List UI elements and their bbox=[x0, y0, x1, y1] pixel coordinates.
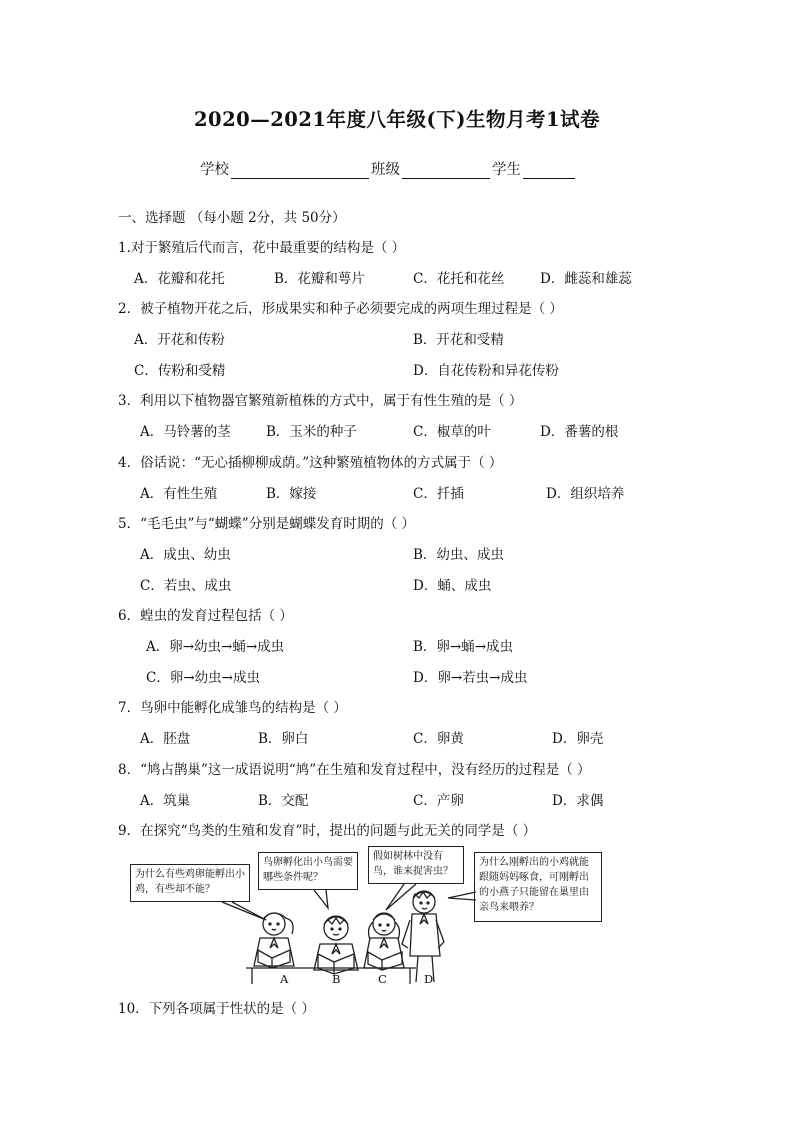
option: C．扦插 bbox=[413, 486, 464, 502]
option: A．有性生殖 bbox=[140, 486, 218, 502]
option: C．产卵 bbox=[413, 793, 464, 809]
question-stem: 8．“鸠占鹊巢”这一成语说明“鸠”在生殖和发育过程中，没有经历的过程是（ ） bbox=[118, 762, 591, 778]
option: C．卵→幼虫→成虫 bbox=[146, 670, 260, 686]
option: A．卵→幼虫→蛹→成虫 bbox=[146, 639, 285, 655]
option: A．花瓣和花托 bbox=[134, 271, 225, 287]
speech-bubble-a: 为什么有些鸡卵能孵出小鸡，有些却不能？ bbox=[130, 864, 250, 902]
student-label-b: B bbox=[332, 972, 341, 986]
page-title: 2020—2021年度八年级(下)生物月考1试卷 bbox=[193, 108, 601, 131]
student-info-line bbox=[200, 158, 577, 179]
question-stem: 1.对于繁殖后代而言，花中最重要的结构是（ ） bbox=[118, 240, 406, 256]
option: B．幼虫、成虫 bbox=[413, 547, 504, 563]
question-stem: 9．在探究“鸟类的生殖和发育”时，提出的问题与此无关的同学是（ ） bbox=[118, 823, 537, 839]
question-stem: 3．利用以下植物器官繁殖新植株的方式中，属于有性生殖的是（ ） bbox=[118, 393, 523, 409]
option: B．卵→蛹→成虫 bbox=[413, 639, 514, 655]
student-label: 学生 bbox=[492, 162, 521, 178]
option: C．椒草的叶 bbox=[413, 424, 491, 440]
option: D．求偶 bbox=[552, 793, 604, 809]
question-stem: 5．“毛毛虫”与“蝴蝶”分别是蝴蝶发育时期的（ ） bbox=[118, 516, 415, 532]
student-blank[interactable] bbox=[523, 162, 575, 179]
option: A．开花和传粉 bbox=[134, 332, 225, 348]
option: A．成虫、幼虫 bbox=[140, 547, 231, 563]
option: B．卵白 bbox=[258, 731, 309, 747]
option: B．花瓣和萼片 bbox=[274, 271, 365, 287]
question-stem: 2．被子植物开花之后，形成果实和种子必须要完成的两项生理过程是（ ） bbox=[118, 301, 563, 317]
option: C．卵黄 bbox=[413, 731, 464, 747]
option: C．花托和花丝 bbox=[413, 271, 505, 287]
option: A．马铃薯的茎 bbox=[140, 424, 231, 440]
option: A．胚盘 bbox=[140, 731, 191, 747]
speech-bubble-d: 为什么刚孵出的小鸡就能跟随妈妈啄食，可刚孵出的小燕子只能留在巢里由亲鸟来喂养？ bbox=[474, 852, 602, 922]
section-heading: 一、选择题 （每小题 2分，共 50分） bbox=[118, 210, 346, 226]
option: D．组织培养 bbox=[546, 486, 625, 502]
question-stem: 7．鸟卵中能孵化成雏鸟的结构是（ ） bbox=[118, 700, 347, 716]
option: D．蛹、成虫 bbox=[413, 578, 492, 594]
student-label-d: D bbox=[424, 972, 434, 986]
class-label: 班级 bbox=[371, 162, 400, 178]
option: D．自花传粉和异花传粉 bbox=[413, 363, 559, 379]
student-label-a: A bbox=[280, 972, 289, 986]
student-label-c: C bbox=[378, 972, 387, 986]
option: B．开花和受精 bbox=[413, 332, 504, 348]
option: B．嫁接 bbox=[266, 486, 317, 502]
option: C．若虫、成虫 bbox=[140, 578, 232, 594]
class-blank[interactable] bbox=[402, 162, 490, 179]
option: D．卵壳 bbox=[552, 731, 604, 747]
option: D．雌蕊和雄蕊 bbox=[540, 271, 632, 287]
option: A．筑巢 bbox=[140, 793, 191, 809]
option: B．交配 bbox=[258, 793, 309, 809]
option: C．传粉和受精 bbox=[134, 363, 226, 379]
question-stem: 10．下列各项属于性状的是（ ） bbox=[118, 1001, 315, 1017]
speech-bubble-c: 假如树林中没有鸟，谁来捉害虫？ bbox=[368, 846, 464, 884]
school-label: 学校 bbox=[200, 162, 229, 178]
question-stem: 6．蝗虫的发育过程包括（ ） bbox=[118, 608, 293, 624]
option: D．番薯的根 bbox=[540, 424, 619, 440]
option: D．卵→若虫→成虫 bbox=[413, 670, 528, 686]
question-stem: 4．俗话说：“无心插柳柳成荫。”这种繁殖植物体的方式属于（ ） bbox=[118, 455, 503, 471]
school-blank[interactable] bbox=[231, 162, 369, 179]
option: B．玉米的种子 bbox=[266, 424, 357, 440]
speech-bubble-b: 鸟卵孵化出小鸟需要哪些条件呢？ bbox=[258, 852, 358, 890]
students-cartoon bbox=[126, 844, 604, 990]
